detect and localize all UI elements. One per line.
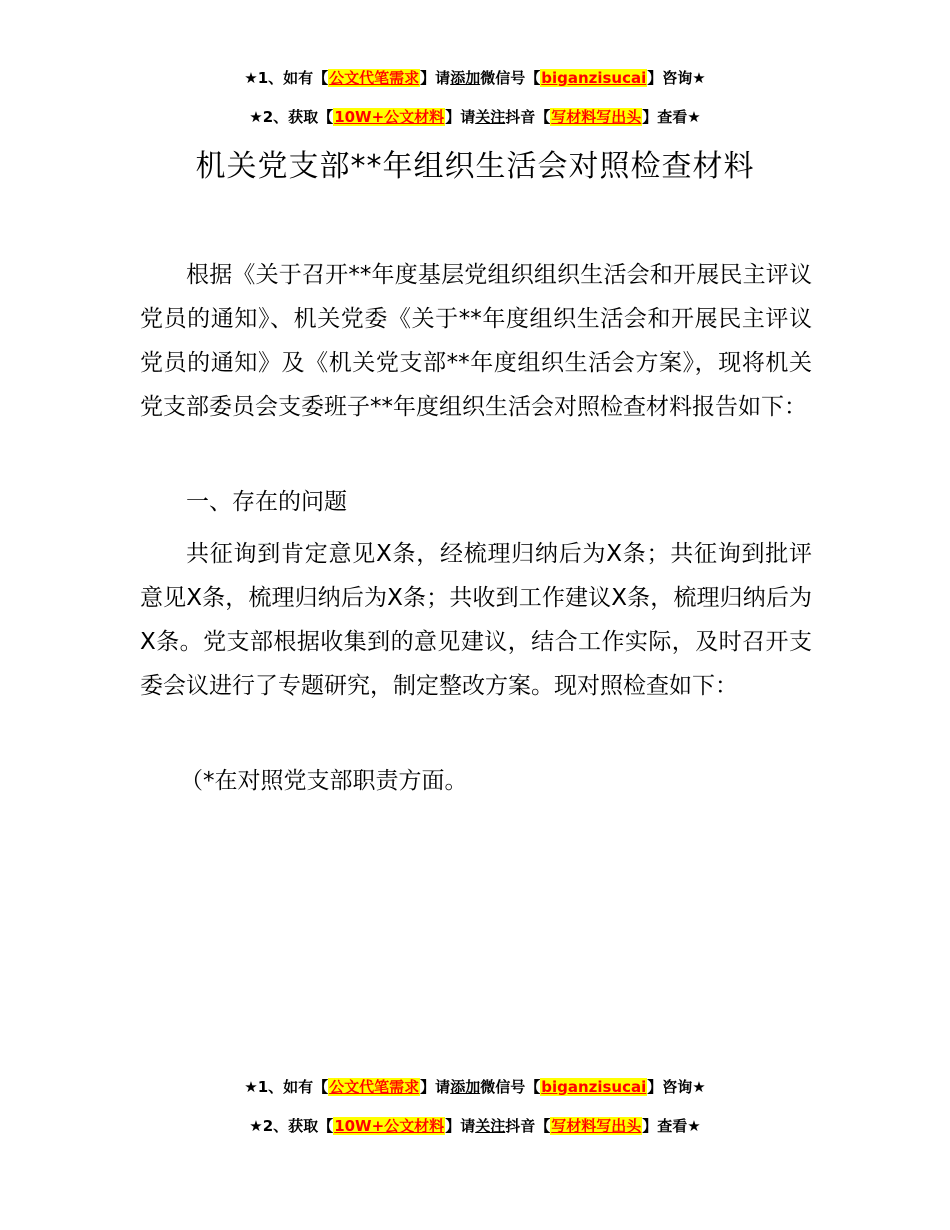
banner-text: ★2、获取【 (249, 1117, 334, 1135)
banner-text: 微信号【 (480, 1078, 541, 1096)
banner-highlight: 10W+公文材料 (334, 1117, 445, 1135)
section-heading: 一、存在的问题 (186, 489, 347, 515)
footer-banner-line-2 (0, 1115, 950, 1137)
intro-paragraph: 根据《关于召开**年度基层党组织组织生活会和开展民主评议党员的通知》、机关党委《关于**年度组织生活会和开展民主评议党员的通知》及《机关党支部**年度组织生活会方案》，现将机关党支部委员会支委班子**年度组织生活会对照检查材料报告如下： (140, 262, 812, 420)
banner-highlight: 写材料写出头 (551, 108, 642, 126)
banner-text: 】请 (445, 1117, 476, 1135)
banner-underline: 关注 (475, 108, 506, 126)
banner-text: ★2、获取【 (249, 108, 334, 126)
banner-text: 抖音【 (505, 1117, 551, 1135)
banner-text: 】请 (420, 1078, 451, 1096)
document-title: 机关党支部**年组织生活会对照检查材料 (195, 149, 755, 184)
header-banner-line-1 (0, 67, 950, 89)
banner-highlight: 公文代笔需求 (329, 69, 420, 87)
banner-text: 】请 (445, 108, 476, 126)
subsection-heading: （*在对照党支部职责方面。 (180, 768, 468, 794)
banner-highlight: 公文代笔需求 (329, 1078, 420, 1096)
section-paragraph: 共征询到肯定意见X条，经梳理归纳后为X条；共征询到批评意见X条，梳理归纳后为X条；共收到工作建议X条，梳理归纳后为X条。党支部根据收集到的意见建议，结合工作实际，及时召开支委会议进行了专题研究，制定整改方案。现对照检查如下： (140, 541, 812, 699)
banner-text: ★1、如有【 (244, 1078, 329, 1096)
banner-text: ★1、如有【 (244, 69, 329, 87)
header-banner-line-2 (0, 106, 950, 128)
banner-text: 抖音【 (505, 108, 551, 126)
banner-underline: 添加 (450, 69, 481, 87)
banner-text: 】咨询★ (647, 69, 706, 87)
banner-text: 】请 (420, 69, 451, 87)
banner-text: 】查看★ (642, 1117, 701, 1135)
banner-highlight: biganzisucai (541, 69, 647, 87)
footer-banner-line-1 (0, 1076, 950, 1098)
banner-text: 微信号【 (480, 69, 541, 87)
banner-highlight: 10W+公文材料 (334, 108, 445, 126)
banner-text: 】咨询★ (647, 1078, 706, 1096)
banner-text: 】查看★ (642, 108, 701, 126)
banner-underline: 添加 (450, 1078, 481, 1096)
banner-highlight: 写材料写出头 (551, 1117, 642, 1135)
banner-underline: 关注 (475, 1117, 506, 1135)
banner-highlight: biganzisucai (541, 1078, 647, 1096)
